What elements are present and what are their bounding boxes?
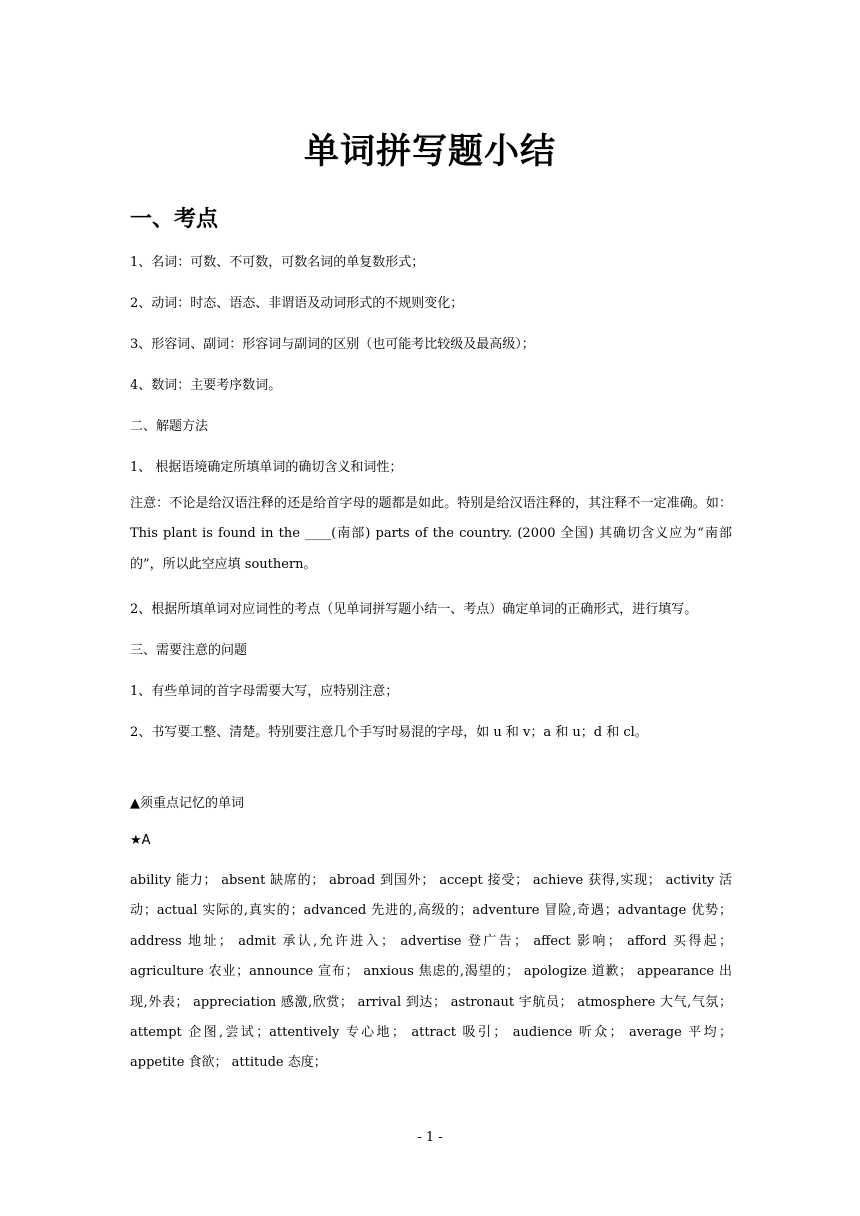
page-number: - 1 - [417, 1130, 443, 1145]
vocab-heading: ▲须重点记忆的单词 [130, 796, 244, 811]
list-item: 1、 根据语境确定所填单词的确切含义和词性； [130, 460, 403, 475]
section-heading-2: 二、解题方法 [130, 419, 209, 434]
list-item: 4、数词：主要考序数词。 [130, 378, 282, 393]
vocab-paragraph: ability 能力； absent 缺席的； abroad 到国外； accept 接受； achieve 获得,实现； activity 活动；actual 实际的,真实的；advanced 先进的,高级的；adventure 冒险,奇遇；advantage 优势；address 地址； admit 承认,允许进入； advertise 登广告； affect 影响； afford 买得起； agriculture 农业；announce 宣布； anxious 焦虑的,渴望的； apologize 道歉； appearance 出现,外表； appreciation 感激,欣赏； arrival 到达； astronaut 宇航员； atmosphere 大气,气氛； attempt 企图,尝试；attentively 专心地； attract 吸引； audience 听众； average 平均； appetite 食欲； attitude 态度； [130, 873, 732, 1071]
list-item: 3、形容词、副词：形容词与副词的区别（也可能考比较级及最高级）； [130, 337, 535, 352]
note-paragraph: 注意：不论是给汉语注释的还是给首字母的题都是如此。特别是给汉语注释的，其注释不一定准确。如：This plant is found in the ____(南部) parts of the country. (2000 全国) 其确切含义应为“南部的”，所以此空应填 southern。 [130, 496, 732, 572]
section-heading-3: 三、需要注意的问题 [130, 643, 248, 658]
list-item: 1、有些单词的首字母需要大写，应特别注意； [130, 684, 399, 699]
list-item: 2、动词：时态、语态、非谓语及动词形式的不规则变化； [130, 296, 464, 311]
list-item: 1、名词：可数、不可数，可数名词的单复数形式； [130, 255, 425, 270]
list-item: 2、书写要工整、清楚。特别要注意几个手写时易混的字母，如 u 和 v；a 和 u；d 和 cl。 [130, 725, 648, 740]
vocab-letter: ★A [130, 833, 151, 848]
list-item: 2、根据所填单词对应词性的考点（见单词拼写题小结一、考点）确定单词的正确形式，进行填写。 [130, 602, 698, 617]
page-title: 单词拼写题小结 [303, 131, 556, 172]
section-heading-1: 一、考点 [130, 206, 219, 232]
